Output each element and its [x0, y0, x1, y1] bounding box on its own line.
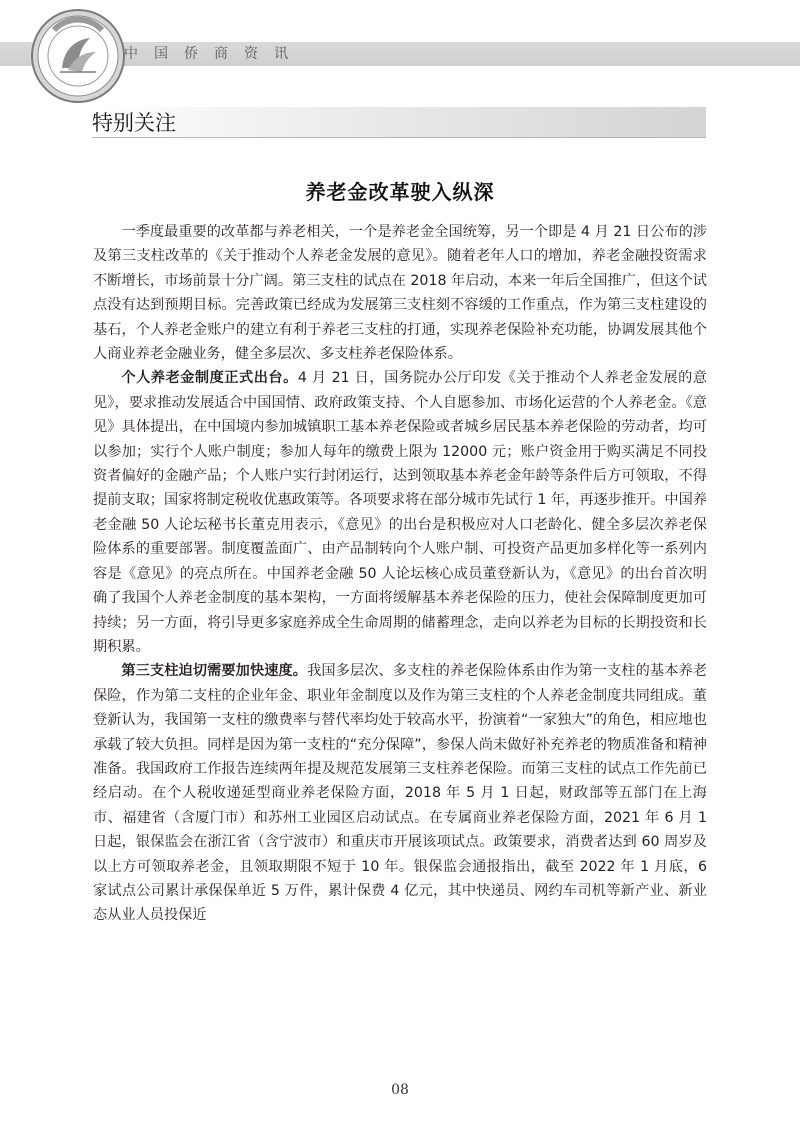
paragraph	[93, 220, 707, 366]
paragraph-lead: 个人养老金制度正式出台。	[121, 370, 298, 387]
publication-title: 中国侨商资讯	[124, 46, 304, 62]
paragraph-text: 一季度最重要的改革都与养老相关，一个是养老金全国统筹，另一个即是 4 月 21 日公布的涉及第三支柱改革的《关于推动个人养老金发展的意见》。随着老年人口的增加，养老金融投资需求不断增长，市场前景十分广阔。第三支柱的试点在 2018 年启动，本来一年后全国推广，但这个试点没有达到预期目标。完善政策已经成为发展第三支柱刻不容缓的工作重点，作为第三支柱建设的基石，个人养老金账户的建立有利于养老三支柱的打通，实现养老保险补充功能，协调发展其他个人商业养老金融业务，健全多层次、多支柱养老保险体系。	[93, 224, 707, 363]
paragraph-lead: 第三支柱迫切需要加快速度。	[121, 663, 308, 680]
logo-emblem	[28, 6, 128, 106]
paragraph	[93, 659, 707, 927]
paragraph	[93, 366, 707, 659]
paragraph-text: 我国多层次、多支柱的养老保险体系由作为第一支柱的基本养老保险，作为第二支柱的企业年金、职业年金制度以及作为第三支柱的个人养老金制度共同组成。董登新认为，我国第一支柱的缴费率与替代率均处于较高水平，扮演着“一家独大”的角色，相应地也承载了较大负担。同样是因为第一支柱的“充分保障”，参保人尚未做好补充养老的物质准备和精神准备。我国政府工作报告连续两年提及规范发展第三支柱养老保险。而第三支柱的试点工作先前已经启动。在个人税收递延型商业养老保险方面，2018 年 5 月 1 日起，财政部等五部门在上海市、福建省（含厦门市）和苏州工业园区启动试点。在专属商业养老保险方面，2021 年 6 月 1 日起，银保监会在浙江省（含宁波市）和重庆市开展该项试点。政策要求，消费者达到 60 周岁及以上方可领取养老金，且领取期限不短于 10 年。银保监会通报指出，截至 2022 年 1 月底，6 家试点公司累计承保保单近 5 万件，累计保费 4 亿元，其中快递员、网约车司机等新产业、新业态从业人员投保近	[93, 663, 707, 924]
page-number: 08	[391, 1082, 409, 1098]
article-title: 养老金改革驶入纵深	[305, 180, 495, 204]
section-bar	[92, 107, 706, 138]
paragraph-text: 4 月 21 日，国务院办公厅印发《关于推动个人养老金发展的意见》，要求推动发展适合中国国情、政府政策支持、个人自愿参加、市场化运营的个人养老金。《意见》具体提出，在中国境内参加城镇职工基本养老保险或者城乡居民基本养老保险的劳动者，均可以参加；实行个人账户制度；参加人每年的缴费上限为 12000 元；账户资金用于购买满足不同投资者偏好的金融产品；个人账户实行封闭运行，达到领取基本养老金年龄等条件后方可领取，不得提前支取；国家将制定税收优惠政策等。各项要求将在部分城市先试行 1 年，再逐步推开。中国养老金融 50 人论坛秘书长董克用表示，《意见》的出台是积极应对人口老龄化、健全多层次养老保险体系的重要部署。制度覆盖面广、由产品制转向个人账户制、可投资产品更加多样化等一系列内容是《意见》的亮点所在。中国养老金融 50 人论坛核心成员董登新认为，《意见》的出台首次明确了我国个人养老金制度的基本架构，一方面将缓解基本养老保险的压力，使社会保障制度更加可持续；另一方面，将引导更多家庭养成全生命周期的储蓄理念，走向以养老为目标的长期投资和长期积累。	[93, 370, 707, 655]
section-title: 特别关注	[92, 111, 176, 135]
article-body	[93, 220, 707, 928]
